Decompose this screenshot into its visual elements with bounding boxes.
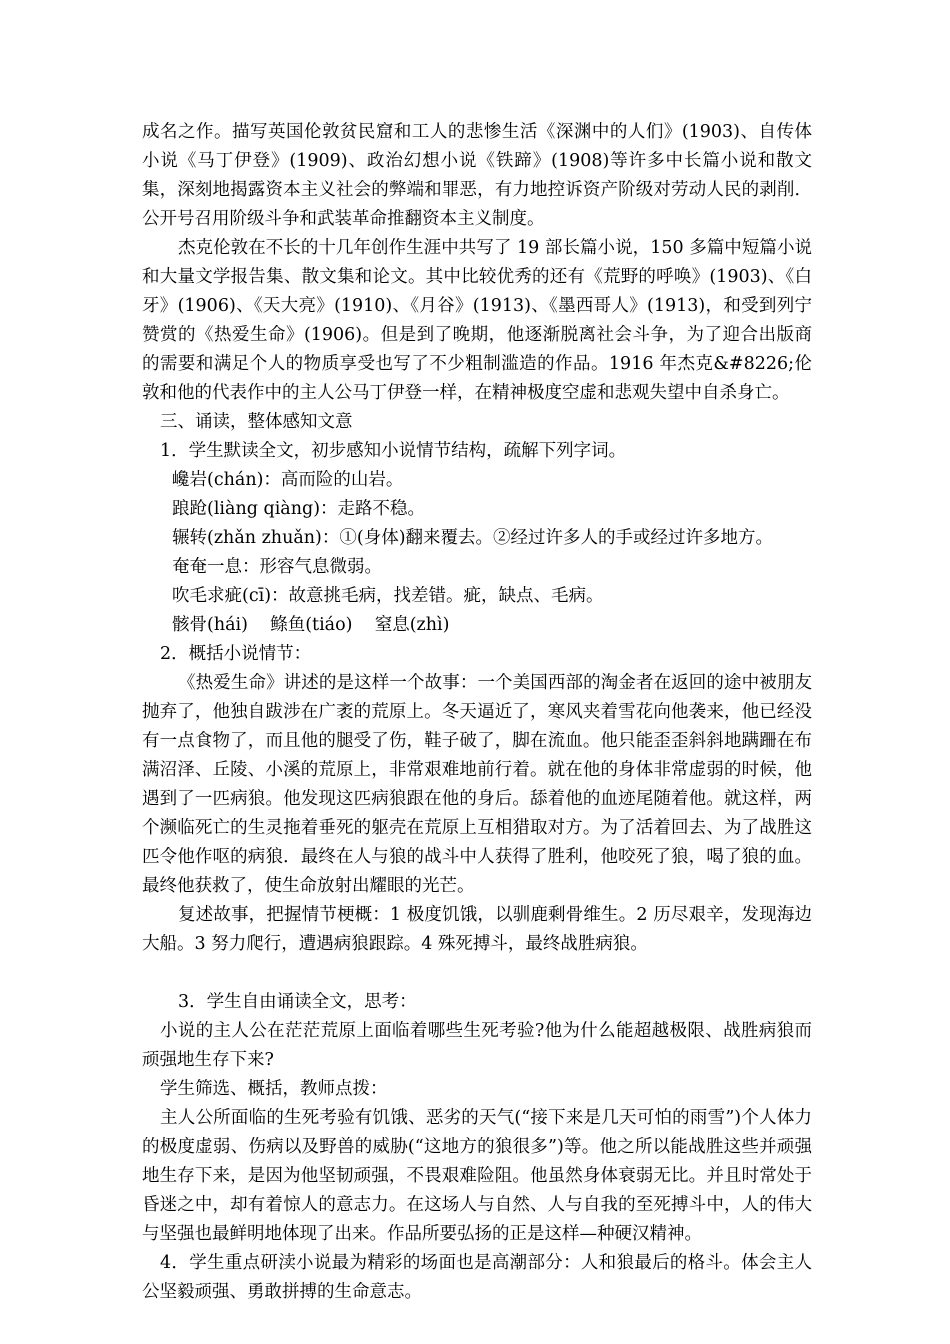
document-body: [142, 118, 812, 1307]
teacher-guidance-label: 学生筛选、概括，教师点拨：: [160, 1079, 388, 1099]
vocab-item-zhanzhuan: 辗转(zhǎn zhuǎn)：①(身体)翻来覆去。②经过许多人的手或经过许多地方。: [172, 528, 774, 548]
step-1-heading: 1．学生默读全文，初步感知小说情节结构，疏解下列字词。: [160, 441, 627, 461]
vocab-item-liangqiang: 踉跄(liàng qiàng)：走路不稳。: [172, 499, 426, 519]
vocab-item-yanyanyixi: 奄奄一息：形容气息微弱。: [172, 557, 382, 577]
plot-summary: 《热爱生命》讲述的是这样一个故事：一个美国西部的淘金者在返回的途中被朋友抛弃了，他独自跋涉在广袤的荒原上。冬天逼近了，寒风夹着雪花向他袭来，他已经没有一点食物了，而且他的腿受了伤，鞋子破了，脚在流血。他只能歪歪斜斜地蹒跚在布满沼泽、丘陵、小溪的荒原上，非常艰难地前行着。就在他的身体非常虚弱的时候，他遇到了一匹病狼。他发现这匹病狼跟在他的身后。舔着他的血迹尾随着他。就这样，两个濒临死亡的生灵拖着垂死的躯壳在荒原上互相猎取对方。为了活着回去、为了战胜这匹令他作呕的病狼．最终在人与狼的战斗中人获得了胜利，他咬死了狼，喝了狼的血。最终他获救了，使生命放射出耀眼的光芒。: [142, 673, 812, 896]
discussion-question: 小说的主人公在茫茫荒原上面临着哪些生死考验?他为什么能超越极限、战胜病狼而顽强地生存下来?: [142, 1021, 812, 1070]
vocab-item-pronunciations: 骸骨(hái) 鲦鱼(tiáo) 窒息(zhì): [172, 615, 450, 635]
vocab-item-chuimaoqiuci: 吹毛求疵(cī)：故意挑毛病，找差错。疵，缺点、毛病。: [172, 586, 604, 606]
vocab-item-chanyan: 巉岩(chán)：高而险的山岩。: [172, 470, 404, 490]
step-2-heading: 2．概括小说情节：: [160, 644, 312, 664]
blank-line: [142, 959, 812, 988]
step-3-heading: 3．学生自由诵读全文，思考：: [178, 992, 417, 1012]
paragraph-author-career: 杰克伦敦在不长的十几年创作生涯中共写了 19 部长篇小说，150 多篇中短篇小说和大量文学报告集、散文集和论文。其中比较优秀的还有《荒野的呼唤》(1903)、《白牙》(1906)、《天大亮》(1910)、《月谷》(1913)、《墨西哥人》(1913)，和受到列宁赞赏的《热爱生命》(1906)。但是到了晚期，他逐渐脱离社会斗争，为了迎合出版商的需要和满足个人的物质享受也写了不少粗制滥造的作品。1916 年杰克&#8226;伦敦和他的代表作中的主人公马丁伊登一样，在精神极度空虚和悲观失望中自杀身亡。: [142, 238, 812, 403]
step-4-heading: 4．学生重点研渎小说最为精彩的场面也是高潮部分：人和狼最后的格斗。体会主人公坚毅顽强、勇敢拼搏的生命意志。: [142, 1253, 812, 1302]
discussion-answer: 主人公所面临的生死考验有饥饿、恶劣的天气(“接下来是几天可怕的雨雪”)个人体力的极度虚弱、伤病以及野兽的威胁(“这地方的狼很多”)等。他之所以能战胜这些并顽强地生存下来，是因为他坚韧顽强，不畏艰难险阻。他虽然身体衰弱无比。并且时常处于昏迷之中，却有着惊人的意志力。在这场人与自然、人与自我的至死搏斗中，人的伟大与坚强也最鲜明地体现了出来。作品所要弘扬的正是这样—种硬汉精神。: [142, 1108, 812, 1244]
paragraph-author-works: 成名之作。描写英国伦敦贫民窟和工人的悲惨生活《深渊中的人们》(1903)、自传体小说《马丁伊登》(1909)、政治幻想小说《铁蹄》(1908)等许多中长篇小说和散文集，深刻地揭露资本主义社会的弊端和罪恶，有力地控诉资产阶级对劳动人民的剥削．公开号召用阶级斗争和武装革命推翻资本主义制度。: [142, 122, 812, 229]
plot-outline: 复述故事，把握情节梗概：1 极度饥饿，以驯鹿剩骨维生。2 历尽艰辛，发现海边大船。3 努力爬行，遭遇病狼跟踪。4 殊死搏斗，最终战胜病狼。: [142, 905, 812, 954]
section-heading-reading: 三、诵读，整体感知文意: [160, 412, 353, 432]
